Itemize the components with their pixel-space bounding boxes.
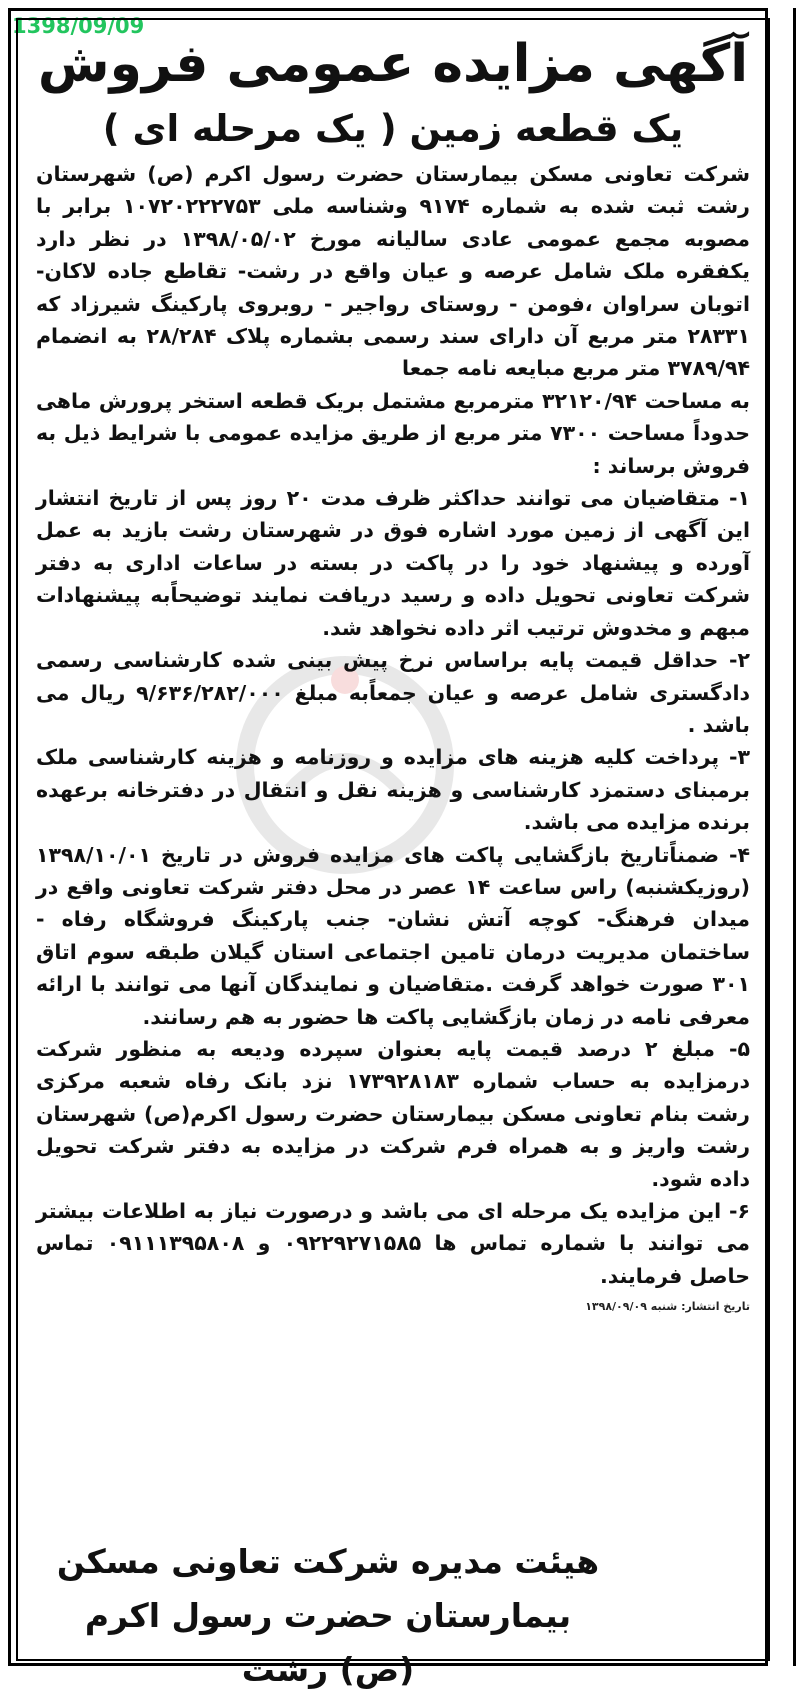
date-stamp: 1398/09/09 xyxy=(12,14,145,38)
notice-title: آگهی مزایده عمومی فروش xyxy=(37,34,749,94)
intro-paragraph: شرکت تعاونی مسکن بیمارستان حضرت رسول اکرم (ص) شهرستان رشت ثبت شده به شماره ۹۱۷۴ وشناسه ملی ۱۰۷۲۰۲۲۲۷۵۳ برابر با مصوبه مجمع عمومی عادی سالیانه مورخ ۱۳۹۸/۰۵/۰۲ در نظر دارد یکفقره ملک شامل عرصه و عیان واقع در رشت- تقاطع جاده لاکان- اتوبان سراوان ،فومن - روستای رواجیر - روبروی پارکینگ شیرزاد که ۲۸۳۳۱ متر مربع آن دارای سند رسمی بشماره پلاک ۲۸/۲۸۴ به انضمام ۳۷۸۹/۹۴ متر مربع مبایعه نامه جمعا xyxy=(36,162,751,381)
publish-row xyxy=(36,1298,750,1313)
signature-block xyxy=(48,1535,608,1697)
condition-item-6: ۶- این مزایده یک مرحله ای می باشد و درصورت نیاز به اطلاعات بیشتر می توانند با شماره تماس ها ۰۹۲۲۹۲۷۱۵۸۵ و ۰۹۱۱۱۳۹۵۸۰۸ تماس حاصل فرمایند. xyxy=(36,1199,750,1288)
condition-item-2: ۲- حداقل قیمت پایه براساس نرخ پیش بینی شده کارشناسی رسمی دادگستری شامل عرصه و عیان جمعاًبه مبلغ ۹/۶۳۶/۲۸۲/۰۰۰ ریال می باشد . xyxy=(36,648,750,737)
publish-date: تاریخ انتشار: شنبه ۱۳۹۸/۰۹/۰۹ xyxy=(585,1300,750,1314)
notice-subtitle: یک قطعه زمین ( یک مرحله ای ) xyxy=(102,107,684,150)
signature-line-2: بیمارستان حضرت رسول اکرم (ص) رشت xyxy=(84,1596,572,1689)
right-border-strip xyxy=(793,8,796,1666)
signature-line-1: هیئت مدیره شرکت تعاونی مسکن xyxy=(56,1542,600,1581)
condition-item-5: ۵- مبلغ ۲ درصد قیمت پایه بعنوان سپرده ودیعه به منظور شرکت درمزایده به حساب شماره ۱۷۳۹۲۸۱۸۳ نزد بانک رفاه شعبه مرکزی رشت بنام تعاونی مسکن بیمارستان حضرت رسول اکرم(ص) شهرستان رشت واریز و به همراه فرم شرکت در مزایده به دفتر شرکت تحویل داده شود. xyxy=(36,1036,750,1191)
notice-body xyxy=(36,26,750,1313)
condition-item-3: ۳- پرداخت کلیه هزینه های مزایده و روزنامه و هزینه کارشناسی ملک برمبنای دستمزد کارشناسی و هزینه نقل و انتقال در دفترخانه برعهده برنده مزایده می باشد. xyxy=(36,745,750,835)
condition-item-1: ۱- متقاضیان می توانند حداکثر ظرف مدت ۲۰ روز پس از تاریخ انتشار این آگهی از زمین مورد اشاره فوق در شهرستان رشت بازید به عمل آورده و پیشنهاد خود را در پاکت در بسته در ساعات اداری به دفتر شرکت تعاونی تحویل داده و رسید دریافت نمایند توضیحاًبه پیشنهادات مبهم و مخدوش ترتیب اثر داده نخواهد شد. xyxy=(36,486,751,640)
intro-paragraph-2: به مساحت ۳۲۱۲۰/۹۴ مترمربع مشتمل بریک قطعه استخر پرورش ماهی حدوداً مساحت ۷۳۰۰ متر مربع از طریق مزایده عمومی با شرایط ذیل به فروش برساند : xyxy=(36,388,751,478)
condition-item-4: ۴- ضمناًتاریخ بازگشایی پاکت های مزایده فروش در تاریخ ۱۳۹۸/۱۰/۰۱ (روزیکشنبه) راس ساعت ۱۴ عصر در محل دفتر شرکت تعاونی واقع در میدان فرهنگ- کوچه آتش نشان- جنب پارکینگ فروشگاه رفاه - ساختمان مدیریت درمان تامین اجتماعی استان گیلان طبقه سوم اتاق ۳۰۱ صورت خواهد گرفت .متقاضیان و نمایندگان آنها می توانند با ارائه معرفی نامه در زمان بازگشایی پاکت ها حضور به هم رسانند. xyxy=(36,842,750,1029)
